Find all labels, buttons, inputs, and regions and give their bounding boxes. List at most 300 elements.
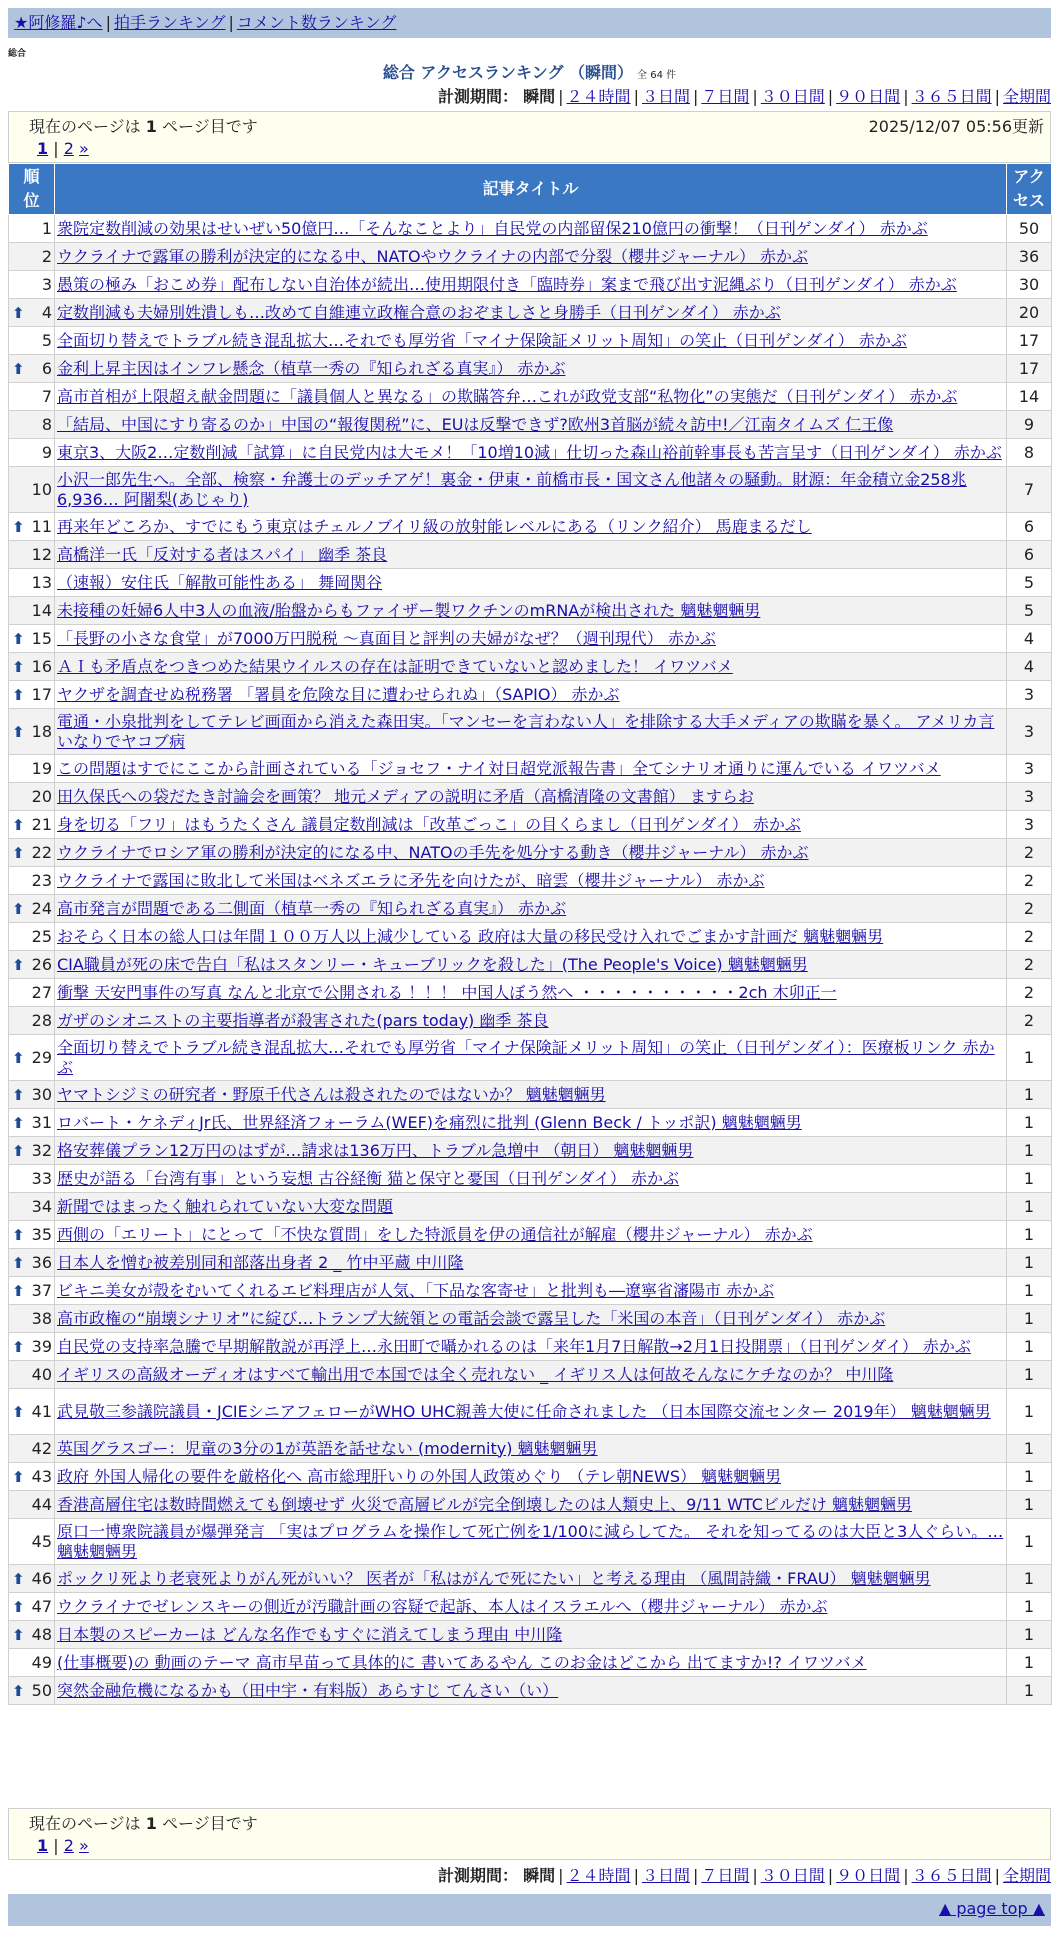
article-link[interactable]: 高市発言が問題である二側面（植草一秀の『知られざる真実』） 赤かぶ <box>57 898 567 918</box>
title-cell <box>55 709 1007 755</box>
rank-up-arrow-icon: ⬆ <box>12 303 25 322</box>
rank-number: 4 <box>41 302 52 322</box>
period-separator: | <box>692 87 699 106</box>
rank-cell <box>9 1109 55 1137</box>
table-row <box>9 1305 1052 1333</box>
access-count: 7 <box>1007 467 1052 513</box>
article-link[interactable]: 英国グラスゴー：児童の3分の1が英語を話せない (modernity) 魑魅魍魎男 <box>57 1438 598 1458</box>
rank-number: 33 <box>31 1168 52 1188</box>
rank-number: 39 <box>31 1336 52 1356</box>
rank-number: 24 <box>31 898 52 918</box>
table-row <box>9 1333 1052 1361</box>
article-link[interactable]: ウクライナでゼレンスキーの側近が汚職計画の容疑で起訴、本人はイスラエルへ（櫻井ジャーナル） 赤かぶ <box>57 1596 828 1616</box>
comment-ranking-link[interactable]: コメント数ランキング <box>236 13 397 32</box>
clap-ranking-link[interactable]: 拍手ランキング <box>113 13 226 32</box>
title-cell <box>55 597 1007 625</box>
period-link[interactable]: ７日間 <box>701 1866 750 1885</box>
rank-number: 41 <box>31 1401 52 1421</box>
title-cell <box>55 1519 1007 1565</box>
rank-number: 22 <box>31 842 52 862</box>
access-count: 20 <box>1007 299 1052 327</box>
access-count: 6 <box>1007 541 1052 569</box>
title-cell <box>55 979 1007 1007</box>
rank-number: 3 <box>41 274 52 294</box>
article-link[interactable]: 武見敬三参議院議員・JCIEシニアフェローがWHO UHC親善大使に任命されました （日本国際交流センター 2019年） 魑魅魍魎男 <box>57 1401 991 1421</box>
rank-cell <box>9 299 55 327</box>
access-count: 1 <box>1007 1593 1052 1621</box>
rank-cell <box>9 243 55 271</box>
rank-cell <box>9 1677 55 1705</box>
pager-top <box>8 111 1051 163</box>
rank-up-arrow-icon: ⬆ <box>12 1085 25 1104</box>
period-current: 瞬間 <box>523 1866 556 1885</box>
current-page-text: 現在のページは 1 ページ目です <box>29 117 258 136</box>
access-count: 1 <box>1007 1277 1052 1305</box>
page-2-link[interactable]: 2 <box>63 139 74 158</box>
article-link[interactable]: (仕事概要)の 動画のテーマ 高市早苗って具体的に 書いてあるやん このお金はどこから 出てますか!? イワツバメ <box>57 1652 867 1672</box>
article-link[interactable]: 日本製のスピーカーは どんな名作でもすぐに消えてしまう理由 中川隆 <box>57 1624 563 1644</box>
article-link[interactable]: 金利上昇主因はインフレ懸念（植草一秀の『知られざる真実』） 赤かぶ <box>57 358 566 378</box>
article-link[interactable]: 高市首相が上限超え献金問題に「議員個人と異なる」の欺瞞答弁…これが政党支部“私物化”の実態だ（日刊ゲンダイ） 赤かぶ <box>57 386 958 406</box>
rank-number: 26 <box>31 954 52 974</box>
access-count: 1 <box>1007 1621 1052 1649</box>
rank-cell <box>9 1305 55 1333</box>
article-link[interactable]: 全面切り替えでトラブル続き混乱拡大…それでも厚労省「マイナ保険証メリット周知」の笑止（日刊ゲンダイ）：医療板リンク 赤かぶ <box>57 1037 995 1077</box>
title-cell <box>55 1221 1007 1249</box>
rank-cell <box>9 1333 55 1361</box>
rank-up-arrow-icon: ⬆ <box>12 1402 25 1421</box>
access-count: 1 <box>1007 1165 1052 1193</box>
article-link[interactable]: 格安葬儀プラン12万円のはずが…請求は136万円、トラブル急増中 （朝日） 魑魅魍魎男 <box>57 1140 694 1160</box>
table-row <box>9 1361 1052 1389</box>
article-link[interactable]: 電通・小泉批判をしてテレビ画面から消えた森田実。「マンセーを言わない人」を排除する大手メディアの欺瞞を暴く。 アメリカ言いなりでヤコブ病 <box>57 711 995 751</box>
table-row <box>9 979 1052 1007</box>
table-row <box>9 439 1052 467</box>
table-row <box>9 513 1052 541</box>
article-link[interactable]: ウクライナで露軍の勝利が決定的になる中、NATOやウクライナの内部で分裂（櫻井ジャーナル） 赤かぶ <box>57 246 809 266</box>
article-link[interactable]: おそらく日本の総人口は年間１００万人以上減少している 政府は大量の移民受け入れでごまかす計画だ 魑魅魍魎男 <box>57 926 884 946</box>
period-link[interactable]: 全期間 <box>1002 87 1051 106</box>
table-row <box>9 411 1052 439</box>
article-link[interactable]: 衆院定数削減の効果はせいぜい50億円…「そんなことより」自民党の内部留保210億円の衝撃！（日刊ゲンダイ） 赤かぶ <box>57 218 928 238</box>
rank-cell <box>9 467 55 513</box>
title-cell <box>55 467 1007 513</box>
title-cell <box>55 327 1007 355</box>
article-link[interactable]: 「長野の小さな食堂」が7000万円脱税 ～真面目と評判の夫婦がなぜ？（週刊現代） 赤かぶ <box>57 628 716 648</box>
access-count: 2 <box>1007 867 1052 895</box>
rank-up-arrow-icon: ⬆ <box>12 843 25 862</box>
table-row <box>9 951 1052 979</box>
period-link[interactable]: ３０日間 <box>760 1866 825 1885</box>
top-nav <box>8 8 1051 38</box>
access-count: 1 <box>1007 1305 1052 1333</box>
table-row <box>9 1435 1052 1463</box>
rank-number: 9 <box>41 442 52 462</box>
rank-cell <box>9 1277 55 1305</box>
article-link[interactable]: ＡＩも矛盾点をつきつめた結果ウイルスの存在は証明できていないと認めました！ イワツバメ <box>57 656 733 676</box>
rank-number: 20 <box>31 786 52 806</box>
access-count: 1 <box>1007 1389 1052 1435</box>
title-cell <box>55 1193 1007 1221</box>
table-row <box>9 1389 1052 1435</box>
rank-cell <box>9 271 55 299</box>
table-row <box>9 1277 1052 1305</box>
rank-up-arrow-icon: ⬆ <box>12 1597 25 1616</box>
period-link[interactable]: ３０日間 <box>760 87 825 106</box>
rank-cell <box>9 513 55 541</box>
table-row <box>9 1565 1052 1593</box>
access-count: 1 <box>1007 1193 1052 1221</box>
rank-number: 7 <box>41 386 52 406</box>
article-link[interactable]: ウクライナで露国に敗北して米国はベネズエラに矛先を向けたが、暗雲（櫻井ジャーナル） 赤かぶ <box>57 870 765 890</box>
rank-cell <box>9 215 55 243</box>
access-count: 14 <box>1007 383 1052 411</box>
rank-cell <box>9 1081 55 1109</box>
article-link[interactable]: 全面切り替えでトラブル続き混乱拡大…それでも厚労省「マイナ保険証メリット周知」の笑止（日刊ゲンダイ） 赤かぶ <box>57 330 907 350</box>
article-link[interactable]: 定数削減も夫婦別姓潰しも…改めて自維連立政権合意のおぞましさと身勝手（日刊ゲンダイ） 赤かぶ <box>57 302 781 322</box>
title-column-header: 記事タイトル <box>55 164 1007 215</box>
article-link[interactable]: 身を切る「フリ」はもうたくさん 議員定数削減は「改革ごっこ」の目くらまし（日刊ゲンダイ） 赤かぶ <box>57 814 801 834</box>
title-cell <box>55 299 1007 327</box>
article-link[interactable]: ウクライナでロシア軍の勝利が決定的になる中、NATOの手先を処分する動き（櫻井ジャーナル） 赤かぶ <box>57 842 809 862</box>
access-count: 1 <box>1007 1361 1052 1389</box>
access-count: 3 <box>1007 681 1052 709</box>
period-separator: | <box>903 1866 909 1885</box>
page-2-link[interactable]: 2 <box>63 1836 74 1855</box>
next-page-link[interactable]: » <box>78 1836 89 1855</box>
rank-number: 40 <box>31 1364 52 1384</box>
access-count: 6 <box>1007 513 1052 541</box>
title-cell <box>55 1305 1007 1333</box>
rank-up-arrow-icon: ⬆ <box>12 629 25 648</box>
rank-number: 43 <box>31 1466 52 1486</box>
title-cell <box>55 1165 1007 1193</box>
article-link[interactable]: 歴史が語る「台湾有事」という妄想 古谷経衡 猫と保守と憂国（日刊ゲンダイ） 赤かぶ <box>57 1168 679 1188</box>
rank-cell <box>9 653 55 681</box>
rank-number: 49 <box>31 1652 52 1672</box>
rank-cell <box>9 1463 55 1491</box>
article-link[interactable]: 政府 外国人帰化の要件を厳格化へ 高市総理肝いりの外国人政策めぐり （テレ朝NEWS） 魑魅魍魎男 <box>57 1466 782 1486</box>
table-row <box>9 467 1052 513</box>
period-selector-bottom <box>438 1865 1051 1887</box>
title-cell <box>55 1035 1007 1081</box>
article-link[interactable]: 田久保氏への袋だたき討論会を画策？ 地元メディアの説明に矛盾（高橋清隆の文書館） ますらお <box>57 786 754 806</box>
access-count: 2 <box>1007 839 1052 867</box>
next-page-link[interactable]: » <box>78 139 89 158</box>
period-link[interactable]: ９０日間 <box>836 1866 901 1885</box>
rank-number: 21 <box>31 814 52 834</box>
access-count: 4 <box>1007 625 1052 653</box>
table-row <box>9 1463 1052 1491</box>
title-cell <box>55 243 1007 271</box>
period-link[interactable]: ７日間 <box>701 87 750 106</box>
article-link[interactable]: ビキニ美女が殻をむいてくれるエビ料理店が人気、「下品な客寄せ」と批判も―遼寧省瀋陽市 赤かぶ <box>57 1280 775 1300</box>
access-count: 1 <box>1007 1677 1052 1705</box>
article-link[interactable]: 小沢一郎先生へ。全部、検察・弁護士のデッチアゲ！裏金・伊東・前橋市長・国文さん他諸々の騒動。財源：年金積立金258兆6,936… 阿闍梨(あじゃり) <box>57 469 967 509</box>
article-link[interactable]: 未接種の妊婦6人中3人の血液/胎盤からもファイザー製ワクチンのmRNAが検出された 魑魅魍魎男 <box>57 600 761 620</box>
rank-cell <box>9 1035 55 1081</box>
period-separator: | <box>633 1866 639 1885</box>
period-link[interactable]: ９０日間 <box>836 87 901 106</box>
rank-number: 30 <box>31 1084 52 1104</box>
access-count: 1 <box>1007 1035 1052 1081</box>
title-cell <box>55 1621 1007 1649</box>
rank-up-arrow-icon: ⬆ <box>12 1569 25 1588</box>
table-row <box>9 923 1052 951</box>
page-title-row <box>8 62 1051 87</box>
page-1-link[interactable]: 1 <box>37 1836 49 1855</box>
rank-cell <box>9 569 55 597</box>
article-link[interactable]: 自民党の支持率急騰で早期解散説が再浮上…永田町で囁かれるのは「来年1月7日解散→2月1日投開票」（日刊ゲンダイ） 赤かぶ <box>57 1336 971 1356</box>
table-row <box>9 541 1052 569</box>
rank-cell <box>9 1165 55 1193</box>
rank-cell <box>9 355 55 383</box>
title-cell <box>55 383 1007 411</box>
table-row <box>9 1519 1052 1565</box>
rank-up-arrow-icon: ⬆ <box>12 1281 25 1300</box>
period-link[interactable]: ２４時間 <box>566 1866 631 1885</box>
rank-number: 34 <box>31 1196 52 1216</box>
title-cell <box>55 1249 1007 1277</box>
rank-number: 10 <box>31 479 52 499</box>
access-count: 1 <box>1007 1463 1052 1491</box>
rank-number: 1 <box>41 218 52 238</box>
rank-number: 45 <box>31 1531 52 1551</box>
access-count: 3 <box>1007 811 1052 839</box>
access-count: 3 <box>1007 709 1052 755</box>
title-cell <box>55 541 1007 569</box>
rank-up-arrow-icon: ⬆ <box>12 955 25 974</box>
table-row <box>9 755 1052 783</box>
access-count: 17 <box>1007 355 1052 383</box>
rank-cell <box>9 923 55 951</box>
access-count: 1 <box>1007 1137 1052 1165</box>
article-link[interactable]: 西側の「エリート」にとって「不快な質問」をした特派員を伊の通信社が解雇（櫻井ジャーナル） 赤かぶ <box>57 1224 813 1244</box>
title-cell <box>55 513 1007 541</box>
rank-number: 37 <box>31 1280 52 1300</box>
access-count: 36 <box>1007 243 1052 271</box>
article-link[interactable]: 日本人を憎む被差別同和部落出身者 2 _ 竹中平蔵 中川隆 <box>57 1252 464 1272</box>
rank-cell <box>9 1649 55 1677</box>
rank-number: 42 <box>31 1438 52 1458</box>
table-row <box>9 243 1052 271</box>
rank-cell <box>9 951 55 979</box>
title-cell <box>55 215 1007 243</box>
title-cell <box>55 923 1007 951</box>
rank-up-arrow-icon: ⬆ <box>12 899 25 918</box>
rank-up-arrow-icon: ⬆ <box>12 815 25 834</box>
rank-number: 5 <box>41 330 52 350</box>
rank-up-arrow-icon: ⬆ <box>12 1681 25 1700</box>
title-cell <box>55 951 1007 979</box>
article-link[interactable]: 衝撃 天安門事件の写真 なんと北京で公開される ！！！ 中国人ぼう然へ ・・・・・・・・・・2ch 木卯正一 <box>57 982 837 1002</box>
period-separator: | <box>633 87 639 106</box>
table-row <box>9 625 1052 653</box>
rank-up-arrow-icon: ⬆ <box>12 359 25 378</box>
article-link[interactable]: （速報）安住氏「解散可能性ある」 舞岡関谷 <box>57 572 383 592</box>
table-row <box>9 1621 1052 1649</box>
article-link[interactable]: 愚策の極み「おこめ券」配布しない自治体が続出…使用期限付き「臨時券」案まで飛び出す泥縄ぶり（日刊ゲンダイ） 赤かぶ <box>57 274 957 294</box>
rank-up-arrow-icon: ⬆ <box>12 722 25 741</box>
rank-cell <box>9 411 55 439</box>
nav-separator: | <box>228 13 234 32</box>
ranking-table <box>8 163 1052 1705</box>
rank-number: 38 <box>31 1308 52 1328</box>
period-link[interactable]: ３日間 <box>641 87 690 106</box>
article-link[interactable]: 東京3、大阪2…定数削減「試算」に自民党内は大モメ！「10増10減」仕切った森山裕前幹事長も苦言呈す（日刊ゲンダイ） 赤かぶ <box>57 442 1002 462</box>
rank-cell <box>9 1137 55 1165</box>
rank-cell <box>9 1361 55 1389</box>
page-links: 1 | 2 » <box>37 1836 89 1855</box>
rank-cell <box>9 327 55 355</box>
rank-number: 28 <box>31 1010 52 1030</box>
page-1-link[interactable]: 1 <box>37 139 49 158</box>
table-row <box>9 1109 1052 1137</box>
rank-up-arrow-icon: ⬆ <box>12 1048 25 1067</box>
title-cell <box>55 1333 1007 1361</box>
period-link[interactable]: ３６５日間 <box>911 1866 992 1885</box>
rank-number: 48 <box>31 1624 52 1644</box>
article-link[interactable]: ヤマトシジミの研究者・野原千代さんは殺されたのではないか？ 魑魅魍魎男 <box>57 1084 606 1104</box>
title-cell <box>55 1491 1007 1519</box>
title-cell <box>55 1463 1007 1491</box>
article-link[interactable]: ロバート・ケネディJr氏、世界経済フォーラム(WEF)を痛烈に批判 (Glenn Beck / トッポ訳) 魑魅魍魎男 <box>57 1112 802 1132</box>
access-count: 3 <box>1007 755 1052 783</box>
rank-column-header: 順位 <box>9 164 55 215</box>
period-link[interactable]: ３日間 <box>641 1866 690 1885</box>
article-link[interactable]: 新聞ではまったく触れられていない大変な問題 <box>57 1196 394 1216</box>
article-link[interactable]: ポックリ死より老衰死よりがん死がいい？ 医者が「私はがんで死にたい」と考える理由 （風間詩織・FRAU） 魑魅魍魎男 <box>57 1568 931 1588</box>
table-row <box>9 1081 1052 1109</box>
table-row <box>9 681 1052 709</box>
page-links: 1 | 2 » <box>37 139 89 158</box>
access-count: 2 <box>1007 951 1052 979</box>
access-count: 2 <box>1007 979 1052 1007</box>
rank-up-arrow-icon: ⬆ <box>12 685 25 704</box>
period-separator: | <box>994 1866 1000 1885</box>
table-row <box>9 215 1052 243</box>
article-link[interactable]: 香港高層住宅は数時間燃えても倒壊せず 火災で高層ビルが完全倒壊したのは人類史上、9/11 WTCビルだけ 魑魅魍魎男 <box>57 1494 913 1514</box>
period-separator: | <box>558 1866 564 1885</box>
table-row <box>9 1007 1052 1035</box>
table-row <box>9 1193 1052 1221</box>
table-row <box>9 783 1052 811</box>
period-link[interactable]: ３６５日間 <box>911 87 992 106</box>
period-label: 計測期間： <box>438 1866 519 1885</box>
title-cell <box>55 271 1007 299</box>
article-link[interactable]: 突然金融危機になるかも（田中宇・有料版）あらすじ てんさい（い） <box>57 1680 559 1700</box>
title-cell <box>55 681 1007 709</box>
rank-number: 16 <box>31 656 52 676</box>
rank-cell <box>9 783 55 811</box>
rank-number: 25 <box>31 926 52 946</box>
title-cell <box>55 895 1007 923</box>
rank-number: 44 <box>31 1494 52 1514</box>
period-selector-top <box>438 86 1051 108</box>
article-link[interactable]: 再来年どころか、すでにもう東京はチェルノブイリ級の放射能レベルにある（リンク紹介） 馬鹿まるだし <box>57 516 812 536</box>
rank-up-arrow-icon: ⬆ <box>12 1141 25 1160</box>
article-link[interactable]: ヤクザを調査せぬ税務署 「署員を危険な目に遭わせられぬ」（SAPIO） 赤かぶ <box>57 684 620 704</box>
rank-number: 23 <box>31 870 52 890</box>
period-link[interactable]: 全期間 <box>1002 1866 1051 1885</box>
rank-number: 31 <box>31 1112 52 1132</box>
table-row <box>9 355 1052 383</box>
current-page-text: 現在のページは 1 ページ目です <box>29 1814 258 1833</box>
access-count: 1 <box>1007 1333 1052 1361</box>
page-top-link[interactable]: ▲ page top ▲ <box>938 1899 1045 1918</box>
access-count: 5 <box>1007 569 1052 597</box>
rank-number: 14 <box>31 600 52 620</box>
home-link[interactable]: ★阿修羅♪へ <box>14 13 103 32</box>
access-count: 1 <box>1007 1491 1052 1519</box>
rank-cell <box>9 1193 55 1221</box>
table-row <box>9 839 1052 867</box>
article-link[interactable]: イギリスの高級オーディオはすべて輸出用で本国では全く売れない _ イギリス人は何故そんなにケチなのか？ 中川隆 <box>57 1364 894 1384</box>
article-link[interactable]: 高市政権の“崩壊シナリオ”に綻び…トランプ大統領との電話会談で露呈した「米国の本音」（日刊ゲンダイ） 赤かぶ <box>57 1308 886 1328</box>
rank-cell <box>9 597 55 625</box>
title-cell <box>55 1109 1007 1137</box>
access-count: 1 <box>1007 1081 1052 1109</box>
period-separator: | <box>827 1866 834 1885</box>
access-count: 1 <box>1007 1519 1052 1565</box>
article-link[interactable]: 「結局、中国にすり寄るのか」中国の“報復関税”に、EUは反撃できず?欧州3首脳が続々訪中!／江南タイムズ 仁王像 <box>57 414 894 434</box>
rank-up-arrow-icon: ⬆ <box>12 517 25 536</box>
rank-up-arrow-icon: ⬆ <box>12 1625 25 1644</box>
rank-number: 46 <box>31 1568 52 1588</box>
rank-number: 18 <box>31 721 52 741</box>
rank-up-arrow-icon: ⬆ <box>12 1337 25 1356</box>
rank-up-arrow-icon: ⬆ <box>12 1253 25 1272</box>
rank-number: 29 <box>31 1047 52 1067</box>
table-row <box>9 653 1052 681</box>
rank-cell <box>9 867 55 895</box>
rank-number: 15 <box>31 628 52 648</box>
article-link[interactable]: CIA職員が死の床で告白「私はスタンリー・キューブリックを殺した」(The People's Voice) 魑魅魍魎男 <box>57 954 808 974</box>
period-link[interactable]: ２４時間 <box>566 87 631 106</box>
updated-timestamp: 2025/12/07 05:56更新 <box>868 117 1044 136</box>
access-column-header: アクセス <box>1007 164 1052 215</box>
table-row <box>9 1221 1052 1249</box>
article-link[interactable]: この問題はすでにここから計画されている「ジョセフ・ナイ対日超党派報告書」全てシナリオ通りに運んでいる イワツバメ <box>57 758 941 778</box>
rank-cell <box>9 811 55 839</box>
total-count: 全 64 件 <box>637 70 677 81</box>
table-row <box>9 1137 1052 1165</box>
rank-number: 47 <box>31 1596 52 1616</box>
access-count: 50 <box>1007 215 1052 243</box>
rank-number: 8 <box>41 414 52 434</box>
rank-cell <box>9 625 55 653</box>
title-cell <box>55 1277 1007 1305</box>
table-row <box>9 709 1052 755</box>
title-cell <box>55 439 1007 467</box>
category-label: 総合 <box>8 49 27 59</box>
article-link[interactable]: 原口一博衆院議員が爆弾発言 「実はプログラムを操作して死亡例を1/100に減らしてた。 それを知ってるのは大臣と3人ぐらい。… 魑魅魍魎男 <box>57 1521 1004 1561</box>
title-cell <box>55 355 1007 383</box>
title-cell <box>55 625 1007 653</box>
article-link[interactable]: 高橋洋一氏「反対する者はスパイ」 幽季 茶良 <box>57 544 388 564</box>
table-row <box>9 811 1052 839</box>
page-title: 総合 アクセスランキング （瞬間） <box>382 63 634 82</box>
title-cell <box>55 569 1007 597</box>
article-link[interactable]: ガザのシオニストの主要指導者が殺害された(pars today) 幽季 茶良 <box>57 1010 549 1030</box>
table-row <box>9 327 1052 355</box>
access-count: 1 <box>1007 1221 1052 1249</box>
table-row <box>9 1649 1052 1677</box>
title-cell <box>55 1137 1007 1165</box>
access-count: 2 <box>1007 895 1052 923</box>
rank-cell <box>9 895 55 923</box>
table-header <box>9 164 1052 215</box>
